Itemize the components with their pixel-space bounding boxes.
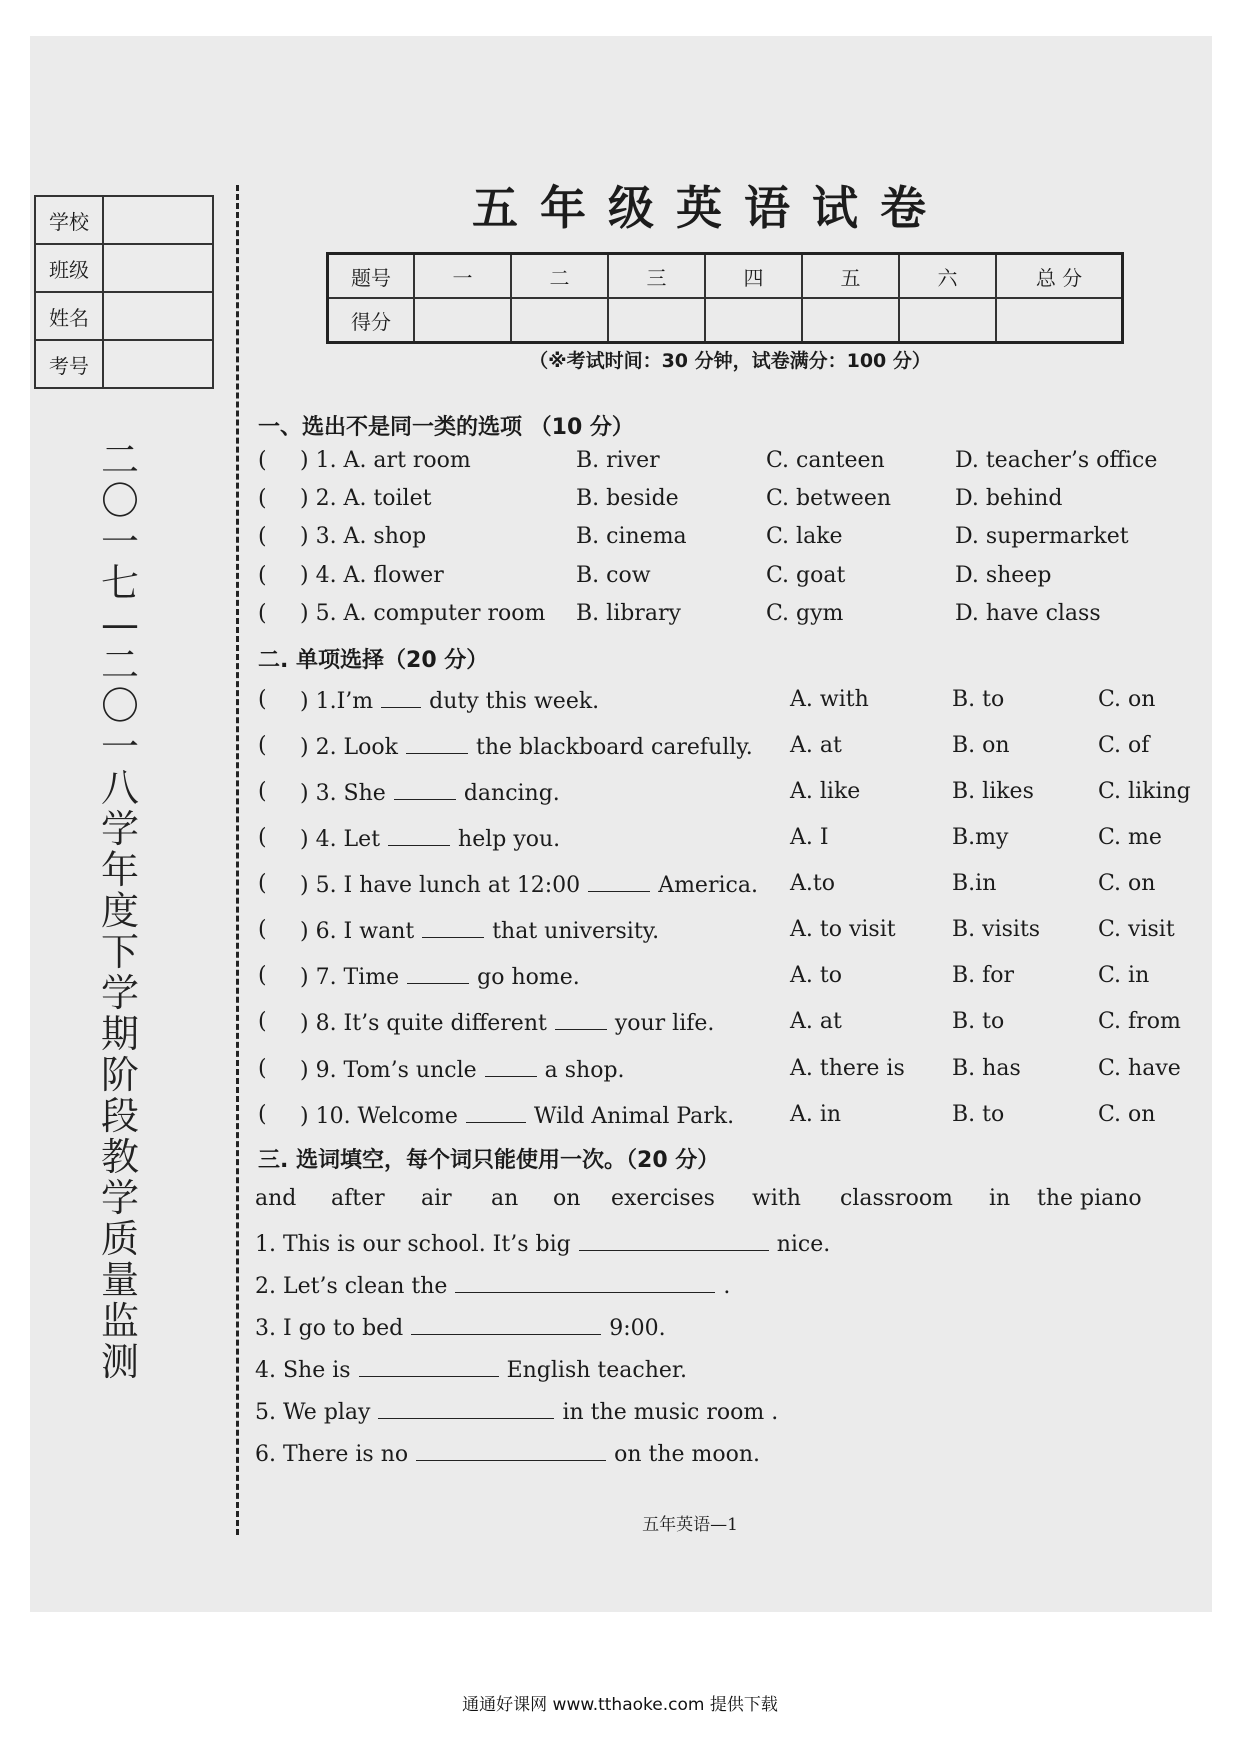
answer-paren[interactable]: ( bbox=[258, 779, 267, 804]
score-cell-total[interactable] bbox=[996, 298, 1123, 343]
vertical-title-char: 一 bbox=[100, 520, 139, 564]
option-b: B. river bbox=[576, 448, 660, 473]
option-a: ) 1. A. art room bbox=[300, 448, 471, 473]
school-label: 学校 bbox=[35, 196, 103, 244]
answer-paren[interactable]: ( bbox=[258, 1009, 267, 1034]
question-stem bbox=[300, 1102, 734, 1129]
option-a: A. I bbox=[790, 825, 829, 850]
question-stem bbox=[300, 917, 659, 944]
vertical-title-char: 八 bbox=[100, 766, 139, 810]
score-col-5: 五 bbox=[802, 254, 899, 299]
option-b: B. visits bbox=[952, 917, 1041, 942]
vertical-title-char: — bbox=[101, 602, 139, 646]
question-row bbox=[258, 963, 1198, 999]
stem-text: ) 10. Welcome bbox=[300, 1104, 458, 1129]
score-label: 得分 bbox=[328, 298, 415, 343]
fill-in-row bbox=[255, 1356, 687, 1383]
fill-stem: 3. I go to bed bbox=[255, 1316, 404, 1341]
fill-stem: . bbox=[723, 1274, 731, 1299]
vertical-title-char: 度 bbox=[100, 889, 139, 933]
class-field[interactable] bbox=[103, 244, 213, 292]
fill-stem: English teacher. bbox=[506, 1358, 687, 1383]
answer-paren[interactable]: ( bbox=[258, 1056, 267, 1081]
answer-blank[interactable] bbox=[407, 963, 469, 984]
vertical-title-char: 阶 bbox=[100, 1053, 139, 1097]
option-c: C. canteen bbox=[766, 448, 885, 473]
fill-blank[interactable] bbox=[359, 1356, 499, 1377]
option-d: D. teacher’s office bbox=[955, 448, 1158, 473]
answer-blank[interactable] bbox=[555, 1009, 607, 1030]
fill-stem: nice. bbox=[776, 1232, 831, 1257]
vertical-title-char: 量 bbox=[100, 1258, 139, 1302]
question-stem bbox=[300, 963, 580, 990]
vertical-title-char: 学 bbox=[100, 1176, 139, 1220]
page-title: 五年级英语试卷 bbox=[472, 181, 948, 235]
fill-in-row bbox=[255, 1230, 830, 1257]
class-label: 班级 bbox=[35, 244, 103, 292]
question-row bbox=[258, 779, 1198, 815]
vertical-term-title bbox=[96, 440, 144, 1383]
word-bank-item: with bbox=[752, 1186, 801, 1211]
option-c: C. on bbox=[1098, 1102, 1156, 1127]
question-row bbox=[258, 1009, 1198, 1045]
option-c: C. on bbox=[1098, 871, 1156, 896]
option-b: B. cow bbox=[576, 563, 651, 588]
vertical-title-char: 测 bbox=[100, 1340, 139, 1384]
option-c: C. from bbox=[1098, 1009, 1181, 1034]
answer-paren[interactable]: ( bbox=[258, 448, 267, 473]
answer-blank[interactable] bbox=[381, 687, 421, 708]
stem-text: a shop. bbox=[544, 1058, 625, 1083]
score-col-4: 四 bbox=[705, 254, 802, 299]
answer-paren[interactable]: ( bbox=[258, 563, 267, 588]
score-col-total: 总 分 bbox=[996, 254, 1123, 299]
stem-text: ) 6. I want bbox=[300, 919, 415, 944]
question-row bbox=[258, 1102, 1198, 1138]
answer-paren[interactable]: ( bbox=[258, 1102, 267, 1127]
binding-dash-line bbox=[236, 185, 239, 1535]
option-a: A. in bbox=[790, 1102, 842, 1127]
option-a: ) 4. A. flower bbox=[300, 563, 444, 588]
fill-in-row bbox=[255, 1398, 778, 1425]
vertical-title-char: 期 bbox=[100, 1012, 139, 1056]
question-row bbox=[258, 486, 1198, 522]
option-b: B. on bbox=[952, 733, 1010, 758]
fill-stem: 9:00. bbox=[609, 1316, 666, 1341]
option-b: B. to bbox=[952, 1009, 1005, 1034]
option-d: D. behind bbox=[955, 486, 1063, 511]
vertical-title-char: 教 bbox=[100, 1135, 139, 1179]
stem-text: that university. bbox=[492, 919, 660, 944]
stem-text: help you. bbox=[458, 827, 561, 852]
answer-paren[interactable]: ( bbox=[258, 917, 267, 942]
option-b: B. has bbox=[952, 1056, 1021, 1081]
option-c: C. in bbox=[1098, 963, 1150, 988]
question-row bbox=[258, 917, 1198, 953]
option-c: C. liking bbox=[1098, 779, 1191, 804]
stem-text: ) 3. She bbox=[300, 781, 386, 806]
question-stem bbox=[300, 779, 560, 806]
stem-text: ) 8. It’s quite different bbox=[300, 1011, 547, 1036]
option-c: C. gym bbox=[766, 601, 844, 626]
option-c: C. lake bbox=[766, 524, 843, 549]
vertical-title-char: 下 bbox=[100, 930, 139, 974]
stem-text: America. bbox=[658, 873, 758, 898]
exam-note: （※考试时间：30 分钟，试卷满分：100 分） bbox=[529, 350, 931, 372]
option-a: ) 3. A. shop bbox=[300, 524, 427, 549]
fill-in-row bbox=[255, 1314, 666, 1341]
question-stem bbox=[300, 1056, 625, 1083]
score-cell[interactable] bbox=[608, 298, 705, 343]
word-bank-item: in bbox=[989, 1186, 1011, 1211]
score-table bbox=[326, 252, 1124, 344]
vertical-title-char: 学 bbox=[100, 971, 139, 1015]
section-1-heading: 一、选出不是同一类的选项 （10 分） bbox=[258, 415, 634, 440]
answer-blank[interactable] bbox=[406, 733, 468, 754]
answer-paren[interactable]: ( bbox=[258, 963, 267, 988]
answer-blank[interactable] bbox=[394, 779, 456, 800]
question-row bbox=[258, 687, 1198, 723]
score-cell[interactable] bbox=[511, 298, 608, 343]
fill-stem: 6. There is no bbox=[255, 1442, 409, 1467]
fill-stem: on the moon. bbox=[614, 1442, 761, 1467]
stem-text: ) 2. Look bbox=[300, 735, 398, 760]
vertical-title-char: 学 bbox=[100, 807, 139, 851]
score-col-2: 二 bbox=[511, 254, 608, 299]
question-row bbox=[258, 1056, 1198, 1092]
fill-in-row bbox=[255, 1440, 760, 1467]
page-number: 五年英语—1 bbox=[642, 1515, 738, 1535]
section-3-heading: 三. 选词填空，每个词只能使用一次。（20 分） bbox=[258, 1148, 720, 1173]
vertical-title-char: 〇 bbox=[100, 684, 139, 728]
option-a: ) 2. A. toilet bbox=[300, 486, 432, 511]
option-a: A. to visit bbox=[790, 917, 896, 942]
option-a: A. like bbox=[790, 779, 861, 804]
stem-text: ) 7. Time bbox=[300, 965, 400, 990]
vertical-title-char: 质 bbox=[100, 1217, 139, 1261]
word-bank-item: after bbox=[331, 1186, 385, 1211]
option-a: A. there is bbox=[790, 1056, 905, 1081]
vertical-title-char: 年 bbox=[100, 848, 139, 892]
word-bank-item: and bbox=[255, 1186, 297, 1211]
option-b: B.in bbox=[952, 871, 997, 896]
score-cell[interactable] bbox=[705, 298, 802, 343]
option-b: B.my bbox=[952, 825, 1009, 850]
download-footer: 通通好课网 www.tthaoke.com 提供下载 bbox=[462, 1695, 778, 1715]
option-c: C. of bbox=[1098, 733, 1150, 758]
word-bank bbox=[255, 1186, 1155, 1220]
vertical-title-char: 二 bbox=[100, 438, 139, 482]
answer-paren[interactable]: ( bbox=[258, 524, 267, 549]
option-b: B. to bbox=[952, 687, 1005, 712]
answer-paren[interactable]: ( bbox=[258, 733, 267, 758]
question-row bbox=[258, 733, 1198, 769]
stem-text: dancing. bbox=[463, 781, 560, 806]
word-bank-item: classroom bbox=[840, 1186, 953, 1211]
score-cell[interactable] bbox=[414, 298, 511, 343]
vertical-title-char: 监 bbox=[100, 1299, 139, 1343]
word-bank-item: the piano bbox=[1037, 1186, 1142, 1211]
fill-blank[interactable] bbox=[411, 1314, 601, 1335]
option-a: A. at bbox=[790, 1009, 842, 1034]
question-row bbox=[258, 563, 1198, 599]
stem-text: go home. bbox=[477, 965, 580, 990]
vertical-title-char: 二 bbox=[100, 643, 139, 687]
question-row bbox=[258, 524, 1198, 560]
fill-blank[interactable] bbox=[416, 1440, 606, 1461]
answer-blank[interactable] bbox=[588, 871, 650, 892]
option-c: C. between bbox=[766, 486, 892, 511]
option-a: A. with bbox=[790, 687, 869, 712]
option-a: A. to bbox=[790, 963, 842, 988]
question-stem bbox=[300, 1009, 714, 1036]
option-a: A. at bbox=[790, 733, 842, 758]
option-a: ) 5. A. computer room bbox=[300, 601, 546, 626]
question-row bbox=[258, 871, 1198, 907]
question-stem bbox=[300, 687, 599, 714]
stem-text: ) 4. Let bbox=[300, 827, 381, 852]
fill-stem: 2. Let’s clean the bbox=[255, 1274, 448, 1299]
student-info-table bbox=[34, 195, 214, 389]
exam-number-label: 考号 bbox=[35, 340, 103, 388]
stem-text: ) 5. I have lunch at 12:00 bbox=[300, 873, 581, 898]
vertical-title-char: 〇 bbox=[100, 479, 139, 523]
option-b: B. to bbox=[952, 1102, 1005, 1127]
answer-paren[interactable]: ( bbox=[258, 687, 267, 712]
question-number-label: 题号 bbox=[328, 254, 415, 299]
option-a: A.to bbox=[790, 871, 835, 896]
option-d: D. supermarket bbox=[955, 524, 1129, 549]
score-cell[interactable] bbox=[899, 298, 996, 343]
word-bank-item: on bbox=[553, 1186, 581, 1211]
name-field[interactable] bbox=[103, 292, 213, 340]
fill-stem: 4. She is bbox=[255, 1358, 351, 1383]
stem-text: Wild Animal Park. bbox=[533, 1104, 735, 1129]
section-2-heading: 二. 单项选择（20 分） bbox=[258, 648, 489, 673]
vertical-title-char: 段 bbox=[100, 1094, 139, 1138]
fill-in-row bbox=[255, 1272, 730, 1299]
question-row bbox=[258, 601, 1198, 637]
question-row bbox=[258, 825, 1198, 861]
option-b: B. cinema bbox=[576, 524, 687, 549]
school-field[interactable] bbox=[103, 196, 213, 244]
option-c: C. goat bbox=[766, 563, 846, 588]
fill-blank[interactable] bbox=[579, 1230, 769, 1251]
stem-text: ) 1.I’m bbox=[300, 689, 374, 714]
fill-blank[interactable] bbox=[455, 1272, 715, 1293]
stem-text: ) 9. Tom’s uncle bbox=[300, 1058, 477, 1083]
vertical-title-char: 一 bbox=[100, 725, 139, 769]
answer-paren[interactable]: ( bbox=[258, 486, 267, 511]
question-stem bbox=[300, 871, 758, 898]
question-stem bbox=[300, 733, 753, 760]
fill-blank[interactable] bbox=[378, 1398, 554, 1419]
answer-blank[interactable] bbox=[422, 917, 484, 938]
exam-number-field[interactable] bbox=[103, 340, 213, 388]
answer-paren[interactable]: ( bbox=[258, 601, 267, 626]
word-bank-item: air bbox=[421, 1186, 452, 1211]
option-c: C. visit bbox=[1098, 917, 1175, 942]
score-cell[interactable] bbox=[802, 298, 899, 343]
option-b: B. beside bbox=[576, 486, 679, 511]
answer-paren[interactable]: ( bbox=[258, 825, 267, 850]
option-b: B. likes bbox=[952, 779, 1034, 804]
answer-blank[interactable] bbox=[466, 1102, 526, 1123]
stem-text: the blackboard carefully. bbox=[476, 735, 753, 760]
question-stem bbox=[300, 825, 560, 852]
score-col-3: 三 bbox=[608, 254, 705, 299]
vertical-title-char: 七 bbox=[100, 561, 139, 605]
answer-blank[interactable] bbox=[485, 1056, 537, 1077]
score-col-1: 一 bbox=[414, 254, 511, 299]
name-label: 姓名 bbox=[35, 292, 103, 340]
stem-text: duty this week. bbox=[429, 689, 600, 714]
question-row bbox=[258, 448, 1198, 484]
word-bank-item: exercises bbox=[611, 1186, 715, 1211]
score-col-6: 六 bbox=[899, 254, 996, 299]
answer-paren[interactable]: ( bbox=[258, 871, 267, 896]
option-c: C. on bbox=[1098, 687, 1156, 712]
option-c: C. me bbox=[1098, 825, 1162, 850]
option-b: B. for bbox=[952, 963, 1015, 988]
option-d: D. have class bbox=[955, 601, 1101, 626]
option-c: C. have bbox=[1098, 1056, 1181, 1081]
fill-stem: 5. We play bbox=[255, 1400, 371, 1425]
word-bank-item: an bbox=[491, 1186, 519, 1211]
stem-text: your life. bbox=[614, 1011, 715, 1036]
answer-blank[interactable] bbox=[388, 825, 450, 846]
fill-stem: in the music room . bbox=[562, 1400, 779, 1425]
fill-stem: 1. This is our school. It’s big bbox=[255, 1232, 571, 1257]
option-b: B. library bbox=[576, 601, 681, 626]
option-d: D. sheep bbox=[955, 563, 1052, 588]
